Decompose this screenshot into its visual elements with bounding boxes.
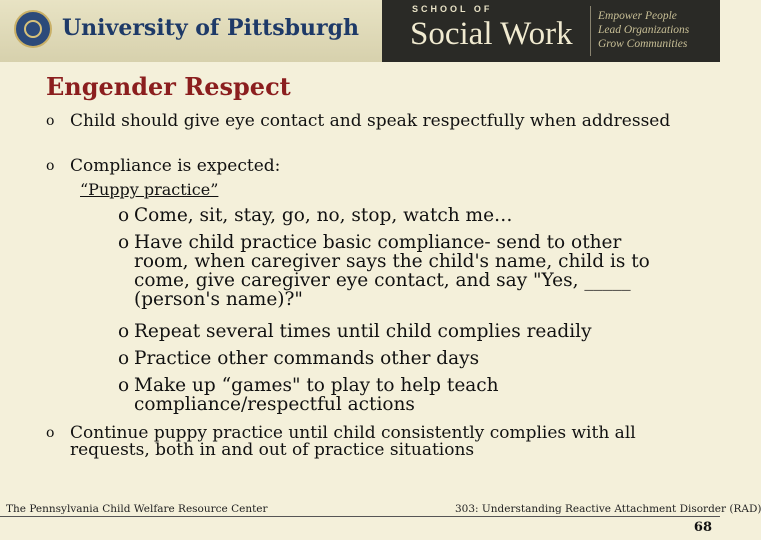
footer-right-text: 303: Understanding Reactive Attachment Disorder (RAD) [455, 503, 761, 515]
sub-bullet-text: Have child practice basic compliance- send to other room, when caregiver says the child's name, child is to come, give caregiver eye contact, and say "Yes, _____ (person's name)?" [134, 232, 650, 310]
footer-left-text: The Pennsylvania Child Welfare Resource Center [6, 503, 268, 515]
school-of-label: SCHOOL OF [412, 4, 493, 14]
sub-bullet-text: Come, sit, stay, go, no, stop, watch me… [134, 205, 513, 226]
bullet-marker: o [46, 158, 55, 174]
bullet-marker: o [46, 113, 55, 129]
bullet-marker: o [46, 425, 55, 441]
bullet-item [46, 113, 696, 130]
slide-title: Engender Respect [46, 72, 291, 101]
sub-bullet-item [118, 349, 678, 368]
bullet-marker: o [118, 375, 130, 396]
social-work-label: Social Work [410, 16, 573, 52]
bullet-marker: o [118, 232, 130, 253]
bullet-item [46, 425, 696, 459]
sub-bullet-text: Repeat several times until child complies readily [134, 321, 592, 342]
bullet-marker: o [118, 321, 130, 342]
sub-bullet-item [118, 233, 678, 309]
tagline-line: Lead Organizations [598, 24, 690, 36]
puppy-practice-heading [80, 180, 218, 199]
bullet-text: Child should give eye contact and speak respectfully when addressed [70, 111, 671, 131]
tagline-line: Grow Communities [598, 38, 688, 50]
page-number: 68 [693, 520, 712, 535]
university-name: University of Pittsburgh [62, 15, 360, 41]
tagline-line: Empower People [598, 10, 677, 22]
sub-bullet-item [118, 322, 678, 341]
bullet-item [46, 158, 696, 175]
sub-bullet-text: Make up “games" to play to help teach compliance/respectful actions [134, 375, 499, 415]
puppy-practice-text: “Puppy practice” [80, 180, 219, 199]
university-seal-icon [14, 10, 52, 48]
sub-bullet-text: Practice other commands other days [134, 348, 480, 369]
tagline [598, 9, 689, 51]
bullet-text: Compliance is expected: [70, 156, 281, 176]
footer-divider [0, 516, 720, 517]
bullet-marker: o [118, 205, 130, 226]
tagline-divider [590, 6, 591, 56]
bullet-marker: o [118, 348, 130, 369]
sub-bullet-item [118, 206, 678, 225]
bullet-text: Continue puppy practice until child consistently complies with all requests, both in and out of practice situations [70, 423, 636, 460]
sub-bullet-item [118, 376, 678, 414]
